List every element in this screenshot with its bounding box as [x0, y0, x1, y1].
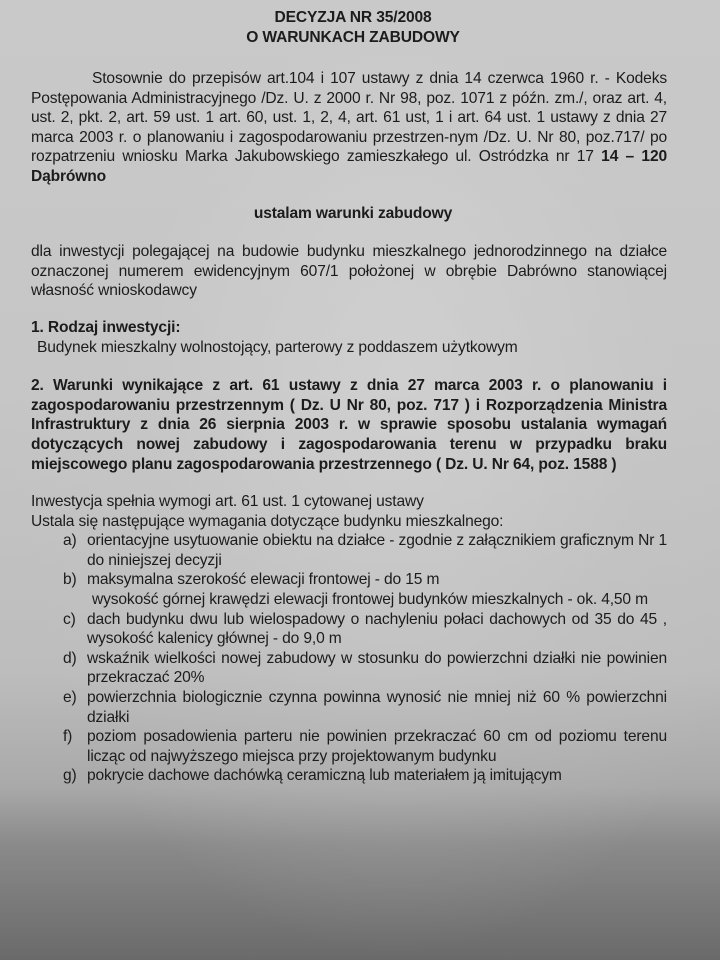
list-item-text: orientacyjne usytuowanie obiektu na działce - zgodnie z załącznikiem graficznym Nr 1 do niniejszej decyzji — [87, 532, 667, 569]
preamble-text: Stosownie do przepisów art.104 i 107 ustawy z dnia 14 czerwca 1960 r. - Kodeks Postępowania Administracyjnego /Dz. U. z 2000 r. Nr 98, poz. 1071 z późn. zm./, oraz art. 4, ust. 2, pkt. 2, art. 59 ust. 1 art. 60, ust. 1, 2, 4, art. 61 ust, 1 i art. 64 ust. 1 ustawy z dnia 27 marca 2003 r. o planowaniu i zagospodarowaniu przestrzen-nym /Dz. U. Nr 80, poz.717/ po rozpatrzeniu wniosku Marka Jakubowskiego zamieszkałego ul. Ostródzka nr 17 — [31, 70, 667, 166]
title-line-2: O WARUNKACH ZABUDOWY — [246, 29, 460, 46]
list-item-text: maksymalna szerokość elewacji frontowej - do 15 m — [87, 571, 440, 589]
list-item-text: poziom posadowienia parteru nie powinien przekraczać 60 cm od poziomu terenu licząc od najwyższego miejsca przy projektowanym budynku — [87, 728, 667, 765]
list-item-label: g) — [63, 767, 77, 785]
document-title — [39, 8, 667, 48]
list-item — [31, 570, 667, 609]
list-item — [31, 727, 667, 766]
section-1 — [31, 318, 667, 357]
list-item-text: dach budynku dwu lub wielospadowy o nachyleniu połaci dachowych od 35 do 45 , wysokość kalenicy głównej - do 9,0 m — [87, 610, 667, 648]
preamble-paragraph — [31, 69, 667, 187]
list-item-label: f) — [63, 728, 73, 746]
list-item-text: powierzchnia biologicznie czynna powinna wynosić nie mniej niż 60 % powierzchni działki — [87, 689, 667, 726]
section-1-title: 1. Rodzaj inwestycji: — [31, 318, 181, 336]
list-item-text: wskaźnik wielkości nowej zabudowy w stosunku do powierzchni działki nie powinien przekraczać 20% — [87, 649, 667, 687]
list-item-text: pokrycie dachowe dachówką ceramiczną lub materiałem ją imitującym — [87, 767, 562, 785]
requirements-list — [31, 531, 667, 786]
list-item-label: e) — [63, 689, 77, 707]
title-line-1: DECYZJA NR 35/2008 — [274, 9, 432, 26]
list-item-label: c) — [63, 610, 76, 628]
requirements-line-1: Inwestycja spełnia wymogi art. 61 ust. 1 cytowanej ustawy — [31, 493, 424, 511]
document-body — [31, 8, 667, 786]
list-item-extra-text: wysokość górnej krawędzi elewacji frontowej budynków mieszkalnych - ok. 4,50 m — [92, 591, 648, 609]
list-item-label: d) — [63, 649, 77, 667]
list-item — [31, 610, 667, 649]
preamble-address: 14 – 120 Dąbrówno — [31, 148, 667, 185]
list-item — [31, 649, 667, 688]
list-item — [31, 766, 667, 786]
list-item — [31, 688, 667, 727]
decision-heading: ustalam warunki zabudowy — [253, 204, 453, 222]
scope-paragraph: dla inwestycji polegającej na budowie budynku mieszkalnego jednorodzinnego na działce oznaczonej numerem ewidencyjnym 607/1 położonej w obrębie Dabrówno stanowiącej własność wnioskodawcy — [31, 243, 667, 300]
section-1-body: Budynek mieszkalny wolnostojący, parterowy z poddaszem użytkowym — [37, 338, 518, 356]
requirements-line-2: Ustala się następujące wymagania dotyczące budynku mieszkalnego: — [31, 512, 504, 530]
list-item-label: b) — [63, 571, 77, 589]
list-item-label: a) — [63, 532, 77, 550]
list-item — [31, 531, 667, 570]
requirements — [31, 492, 667, 786]
section-2-title: 2. Warunki wynikające z art. 61 ustawy z dnia 27 marca 2003 r. o planowaniu i zagospodarowaniu przestrzennym ( Dz. U Nr 80, poz. 717 ) i Rozporządzenia Ministra Infrastruktury z dnia 26 sierpnia 2003 r. w sprawie sposobu ustalania wymagań dotyczących nowej zabudowy i zagospodarowania terenu w przypadku braku miejscowego planu zagospodarowania przestrzennego ( Dz. U. Nr 64, poz. 1588 ) — [31, 377, 667, 473]
